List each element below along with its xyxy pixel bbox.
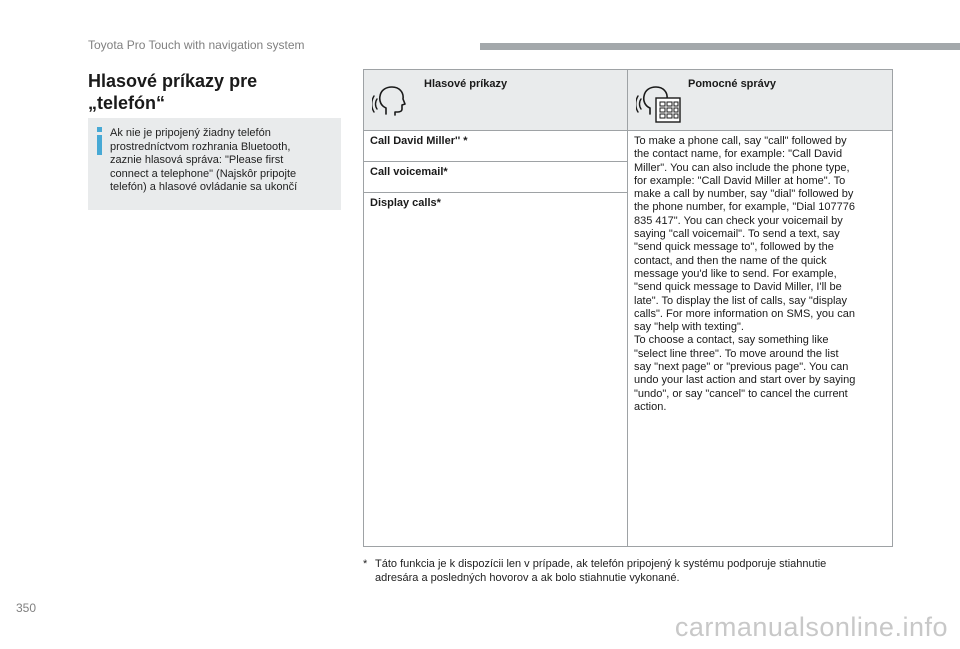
column-header-help-label: Pomocné správy (688, 78, 777, 90)
help-line: "send quick message to David Miller, I'll be (634, 281, 842, 294)
help-line: "undo", or say "cancel" to cancel the current (634, 387, 848, 400)
section-title-line-1: Hlasové príkazy pre (88, 71, 258, 91)
watermark: carmanualsonline.info (674, 612, 948, 642)
help-line: message you'd like to send. For example, (634, 267, 837, 280)
help-line: the contact name, for example: "Call David (634, 148, 843, 161)
voice-help-icon (636, 84, 682, 128)
command-cell: Call voicemail* (364, 162, 628, 193)
help-line: To make a phone call, say "call" followed by (634, 135, 847, 147)
help-line: say "help with texting". (634, 321, 744, 334)
help-line: saying "call voicemail". To send a text, say (634, 228, 840, 241)
info-line: Ak nie je pripojený žiadny telefón (110, 127, 271, 139)
help-line: say "next page" or "previous page". You can (634, 361, 849, 374)
command-cell: Display calls* (364, 193, 628, 547)
voice-head-icon (372, 84, 408, 122)
column-header-commands (364, 70, 628, 131)
help-line: "send quick message to", followed by the (634, 241, 834, 254)
section-title (88, 70, 338, 114)
info-box (88, 118, 341, 210)
column-header-help (628, 70, 893, 131)
help-line: undo your last action and start over by saying (634, 374, 856, 387)
page-number: 350 (16, 601, 37, 615)
info-line: prostredníctvom rozhrania Bluetooth, (110, 140, 291, 153)
footnote-line-2: adresára a posledných hovorov a ak bolo stiahnutie vykonané. (375, 571, 680, 584)
footnote (363, 558, 893, 585)
running-header: Toyota Pro Touch with navigation system (88, 38, 305, 52)
help-line: calls". For more information on SMS, you can (634, 307, 855, 320)
header-bar (480, 43, 960, 50)
command-cell: Call David Miller'' * (364, 131, 628, 162)
voice-commands-table (363, 69, 893, 547)
footnote-star: * (363, 558, 368, 570)
section-title-line-2: „telefón“ (88, 93, 166, 113)
help-line: make a call by number, say "dial" followed by (634, 188, 854, 201)
info-line: telefón) a hlasové ovládanie sa ukončí (110, 181, 298, 193)
help-text-cell (628, 131, 893, 547)
footnote-line-1: Táto funkcia je k dispozícii len v prípade, ak telefón pripojený k systému podporuje stiahnutie (375, 558, 827, 570)
help-line: the phone number, for example, "Dial 107776 (634, 201, 855, 214)
help-line: Miller". You can also include the phone type, (634, 161, 850, 174)
help-line: late". To display the list of calls, say "display (634, 294, 848, 307)
info-line: zaznie hlasová správa: "Please first (110, 154, 284, 166)
help-line: 835 417". You can check your voicemail by (634, 214, 843, 227)
help-line: To choose a contact, say something like (634, 334, 829, 347)
help-line: "select line three". To move around the list (634, 347, 839, 360)
info-line: connect a telephone" (Najskôr pripojte (110, 167, 297, 180)
column-header-commands-label: Hlasové príkazy (424, 78, 508, 90)
help-line: contact, and then the name of the quick (634, 254, 827, 267)
help-line: action. (634, 400, 667, 413)
info-icon (94, 127, 104, 155)
help-line: for example: "Call David Miller at home". To (634, 174, 846, 187)
